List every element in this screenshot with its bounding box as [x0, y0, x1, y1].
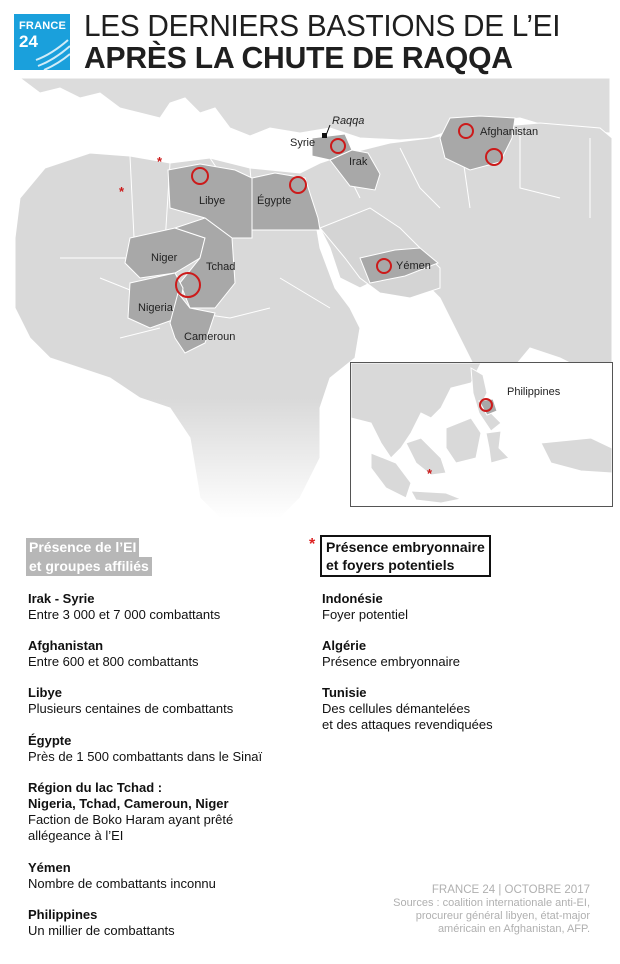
label-afghanistan: Afghanistan [480, 126, 539, 138]
inset-land-java [411, 491, 461, 503]
inset-land-sumatra [371, 453, 411, 498]
entry-name: Yémen [28, 860, 71, 875]
label-tchad: Tchad [206, 261, 236, 273]
label-philippines: Philippines [507, 386, 561, 398]
entry-name: Tunisie [322, 685, 367, 700]
entry-tunisie [322, 685, 493, 733]
entry-egypte [28, 733, 262, 765]
entry-desc: Foyer potentiel [322, 607, 408, 622]
entry-desc-2: allégeance à l’EI [28, 828, 124, 843]
sources-head: FRANCE 24 | OCTOBRE 2017 [431, 884, 590, 896]
legend-presence-line1: Présence de l’EI [26, 538, 139, 557]
asterisk-indonesia: * [427, 466, 433, 481]
entry-name: Libye [28, 685, 62, 700]
entry-desc: Nombre de combattants inconnu [28, 876, 216, 891]
entry-libye [28, 685, 233, 717]
label-yemen: Yémen [396, 260, 431, 272]
sources-line-1: Sources : coalition internationale anti-EI, [393, 897, 590, 909]
entry-yemen [28, 860, 216, 892]
entry-desc: Faction de Boko Haram ayant prêté [28, 812, 234, 827]
entry-name: Indonésie [322, 591, 383, 606]
label-raqqa: Raqqa [332, 115, 365, 127]
entry-name: Afghanistan [28, 638, 104, 653]
logo-text-france: FRANCE [19, 20, 67, 32]
inset-land-sulawesi [486, 431, 509, 463]
label-irak: Irak [349, 156, 368, 168]
entry-desc: Plusieurs centaines de combattants [28, 701, 234, 716]
entry-desc: Entre 600 et 800 combattants [28, 654, 199, 669]
entry-lac-tchad [28, 780, 233, 844]
legend-presence-line2: et groupes affiliés [26, 557, 152, 576]
entry-name: Algérie [322, 638, 367, 653]
label-cameroun: Cameroun [184, 331, 236, 343]
sources-line-2: procureur général libyen, état-major [415, 910, 590, 922]
asterisk-tunisia: * [157, 154, 163, 169]
title-line-2: APRÈS LA CHUTE DE RAQQA [84, 40, 513, 75]
label-nigeria: Nigeria [138, 302, 173, 314]
entry-desc-2: et des attaques revendiquées [322, 717, 493, 732]
entry-desc: Des cellules démantelées [322, 701, 471, 716]
entry-name: Irak - Syrie [28, 591, 95, 606]
entry-irak-syrie [28, 591, 220, 623]
legend-embryo [320, 535, 491, 577]
legend-embryo-asterisk: * [309, 536, 316, 553]
inset-land-papua [541, 438, 612, 473]
entry-desc: Présence embryonnaire [322, 654, 461, 669]
label-niger: Niger [151, 252, 178, 264]
entry-desc: Un millier de combattants [28, 923, 175, 938]
label-libye: Libye [199, 195, 226, 207]
logo-text-24: 24 [19, 32, 38, 51]
france24-logo [14, 14, 70, 70]
label-egypte: Égypte [257, 195, 292, 207]
legend-embryo-line1: Présence embryonnaire [326, 539, 485, 555]
entry-indonesie [322, 591, 408, 623]
entry-afghanistan [28, 638, 199, 670]
entry-name: Philippines [28, 907, 98, 922]
title-line-1: LES DERNIERS BASTIONS DE L’EI [84, 8, 561, 43]
inset-land-malaysia [406, 438, 446, 475]
sources-block [393, 884, 590, 936]
entry-philippines [28, 907, 175, 939]
entry-name: Égypte [28, 733, 72, 748]
inset-land-borneo [446, 418, 481, 463]
legend-embryo-line2: et foyers potentiels [326, 557, 455, 573]
entry-desc: Près de 1 500 combattants dans le Sinaï [28, 749, 263, 764]
asterisk-algeria: * [119, 184, 125, 199]
inset-map-shapes [351, 363, 612, 506]
inset-map-southeast-asia [350, 362, 613, 507]
entry-desc: Entre 3 000 et 7 000 combattants [28, 607, 221, 622]
label-syrie: Syrie [290, 137, 316, 149]
entry-algerie [322, 638, 460, 670]
legend-presence [26, 538, 152, 576]
entry-name: Région du lac Tchad : [28, 780, 163, 795]
entry-name-2: Nigeria, Tchad, Cameroun, Niger [28, 796, 229, 811]
raqqa-marker [322, 133, 327, 138]
sources-line-3: américain en Afghanistan, AFP. [437, 923, 590, 935]
